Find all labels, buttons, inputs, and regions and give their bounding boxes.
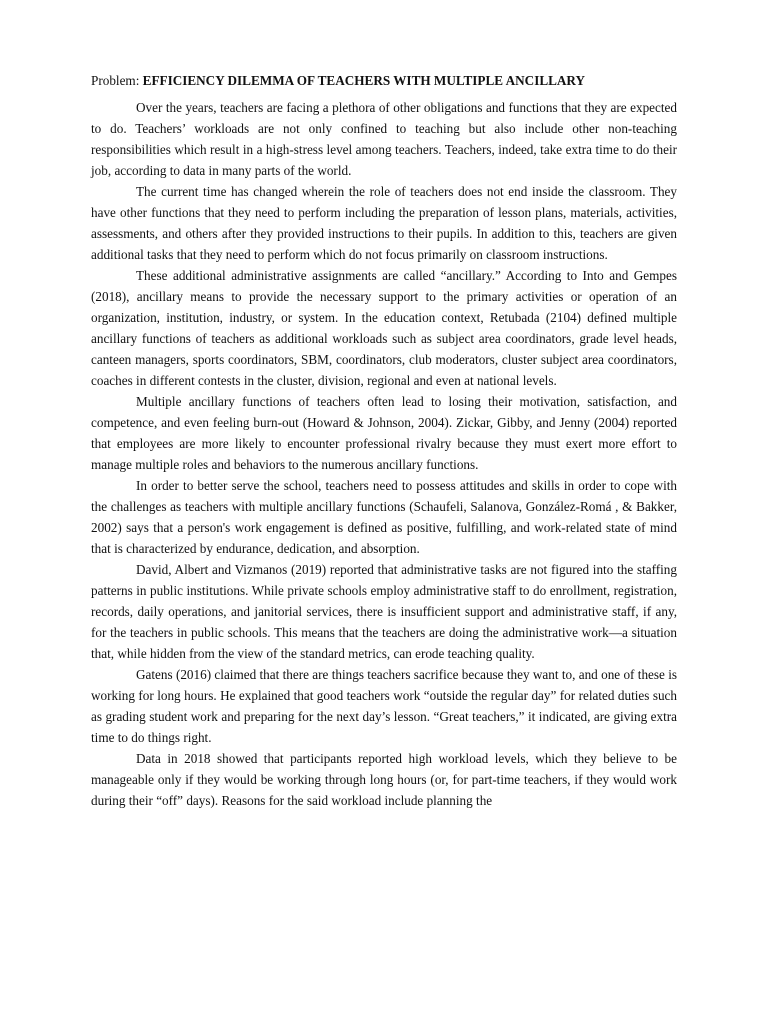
paragraph-8: Data in 2018 showed that participants reported high workload levels, which they believe to be manageable only if they would be working through long hours (or, for part-time teachers, if they would work during their “off” days). Reasons for the said workload include planning the — [91, 751, 677, 808]
paragraph-1: Over the years, teachers are facing a plethora of other obligations and functions that they are expected to do. Teachers’ workloads are not only confined to teaching but also include other non-teaching responsibilities which result in a high-stress level among teachers. Teachers, indeed, take extra time to do their job, according to data in many parts of the world. — [91, 100, 677, 178]
paragraph-5: In order to better serve the school, teachers need to possess attitudes and skills in order to cope with the challenges as teachers with multiple ancillary functions (Schaufeli, Salanova, González-Romá , & Bakker, 2002) says that a person's work engagement is defined as positive, fulfilling, and work-related state of mind that is characterized by endurance, dedication, and absorption. — [91, 478, 677, 556]
document-heading — [91, 70, 677, 91]
paragraph-7: Gatens (2016) claimed that there are things teachers sacrifice because they want to, and one of these is working for long hours. He explained that good teachers work “outside the regular day” for related duties such as grading student work and preparing for the next day’s lesson. “Great teachers,” it indicated, are giving extra time to do things right. — [91, 667, 677, 745]
paragraph-3: These additional administrative assignments are called “ancillary.” According to Into and Gempes (2018), ancillary means to provide the necessary support to the primary activities or operation of an organization, institution, industry, or system. In the education context, Retubada (2104) defined multiple ancillary functions of teachers as additional workloads such as subject area coordinators, grade level heads, canteen managers, sports coordinators, SBM, coordinators, club moderators, cluster subject area coordinators, coaches in different contests in the cluster, division, regional and even at national levels. — [91, 268, 677, 388]
paragraph-4: Multiple ancillary functions of teachers often lead to losing their motivation, satisfaction, and competence, and even feeling burn-out (Howard & Johnson, 2004). Zickar, Gibby, and Jenny (2004) reported that employees are more likely to encounter professional rivalry because they must exert more effort to manage multiple roles and behaviors to the numerous ancillary functions. — [91, 394, 677, 472]
document-title: EFFICIENCY DILEMMA OF TEACHERS WITH MULTIPLE ANCILLARY — [142, 73, 586, 88]
document-page — [91, 70, 677, 811]
heading-label: Problem: — [91, 73, 140, 88]
paragraph-6: David, Albert and Vizmanos (2019) reported that administrative tasks are not figured into the staffing patterns in public institutions. While private schools employ administrative staff to do enrollment, registration, records, daily operations, and janitorial services, there is insufficient support and administrative staff, if any, for the teachers in public schools. This means that the teachers are doing the administrative work—a situation that, while hidden from the view of the standard metrics, can erode teaching quality. — [91, 562, 677, 661]
paragraph-2: The current time has changed wherein the role of teachers does not end inside the classroom. They have other functions that they need to perform including the preparation of lesson plans, materials, activities, assessments, and others after they provided instructions to their pupils. In addition to this, teachers are given additional tasks that they need to perform which do not focus primarily on classroom instructions. — [91, 184, 677, 262]
